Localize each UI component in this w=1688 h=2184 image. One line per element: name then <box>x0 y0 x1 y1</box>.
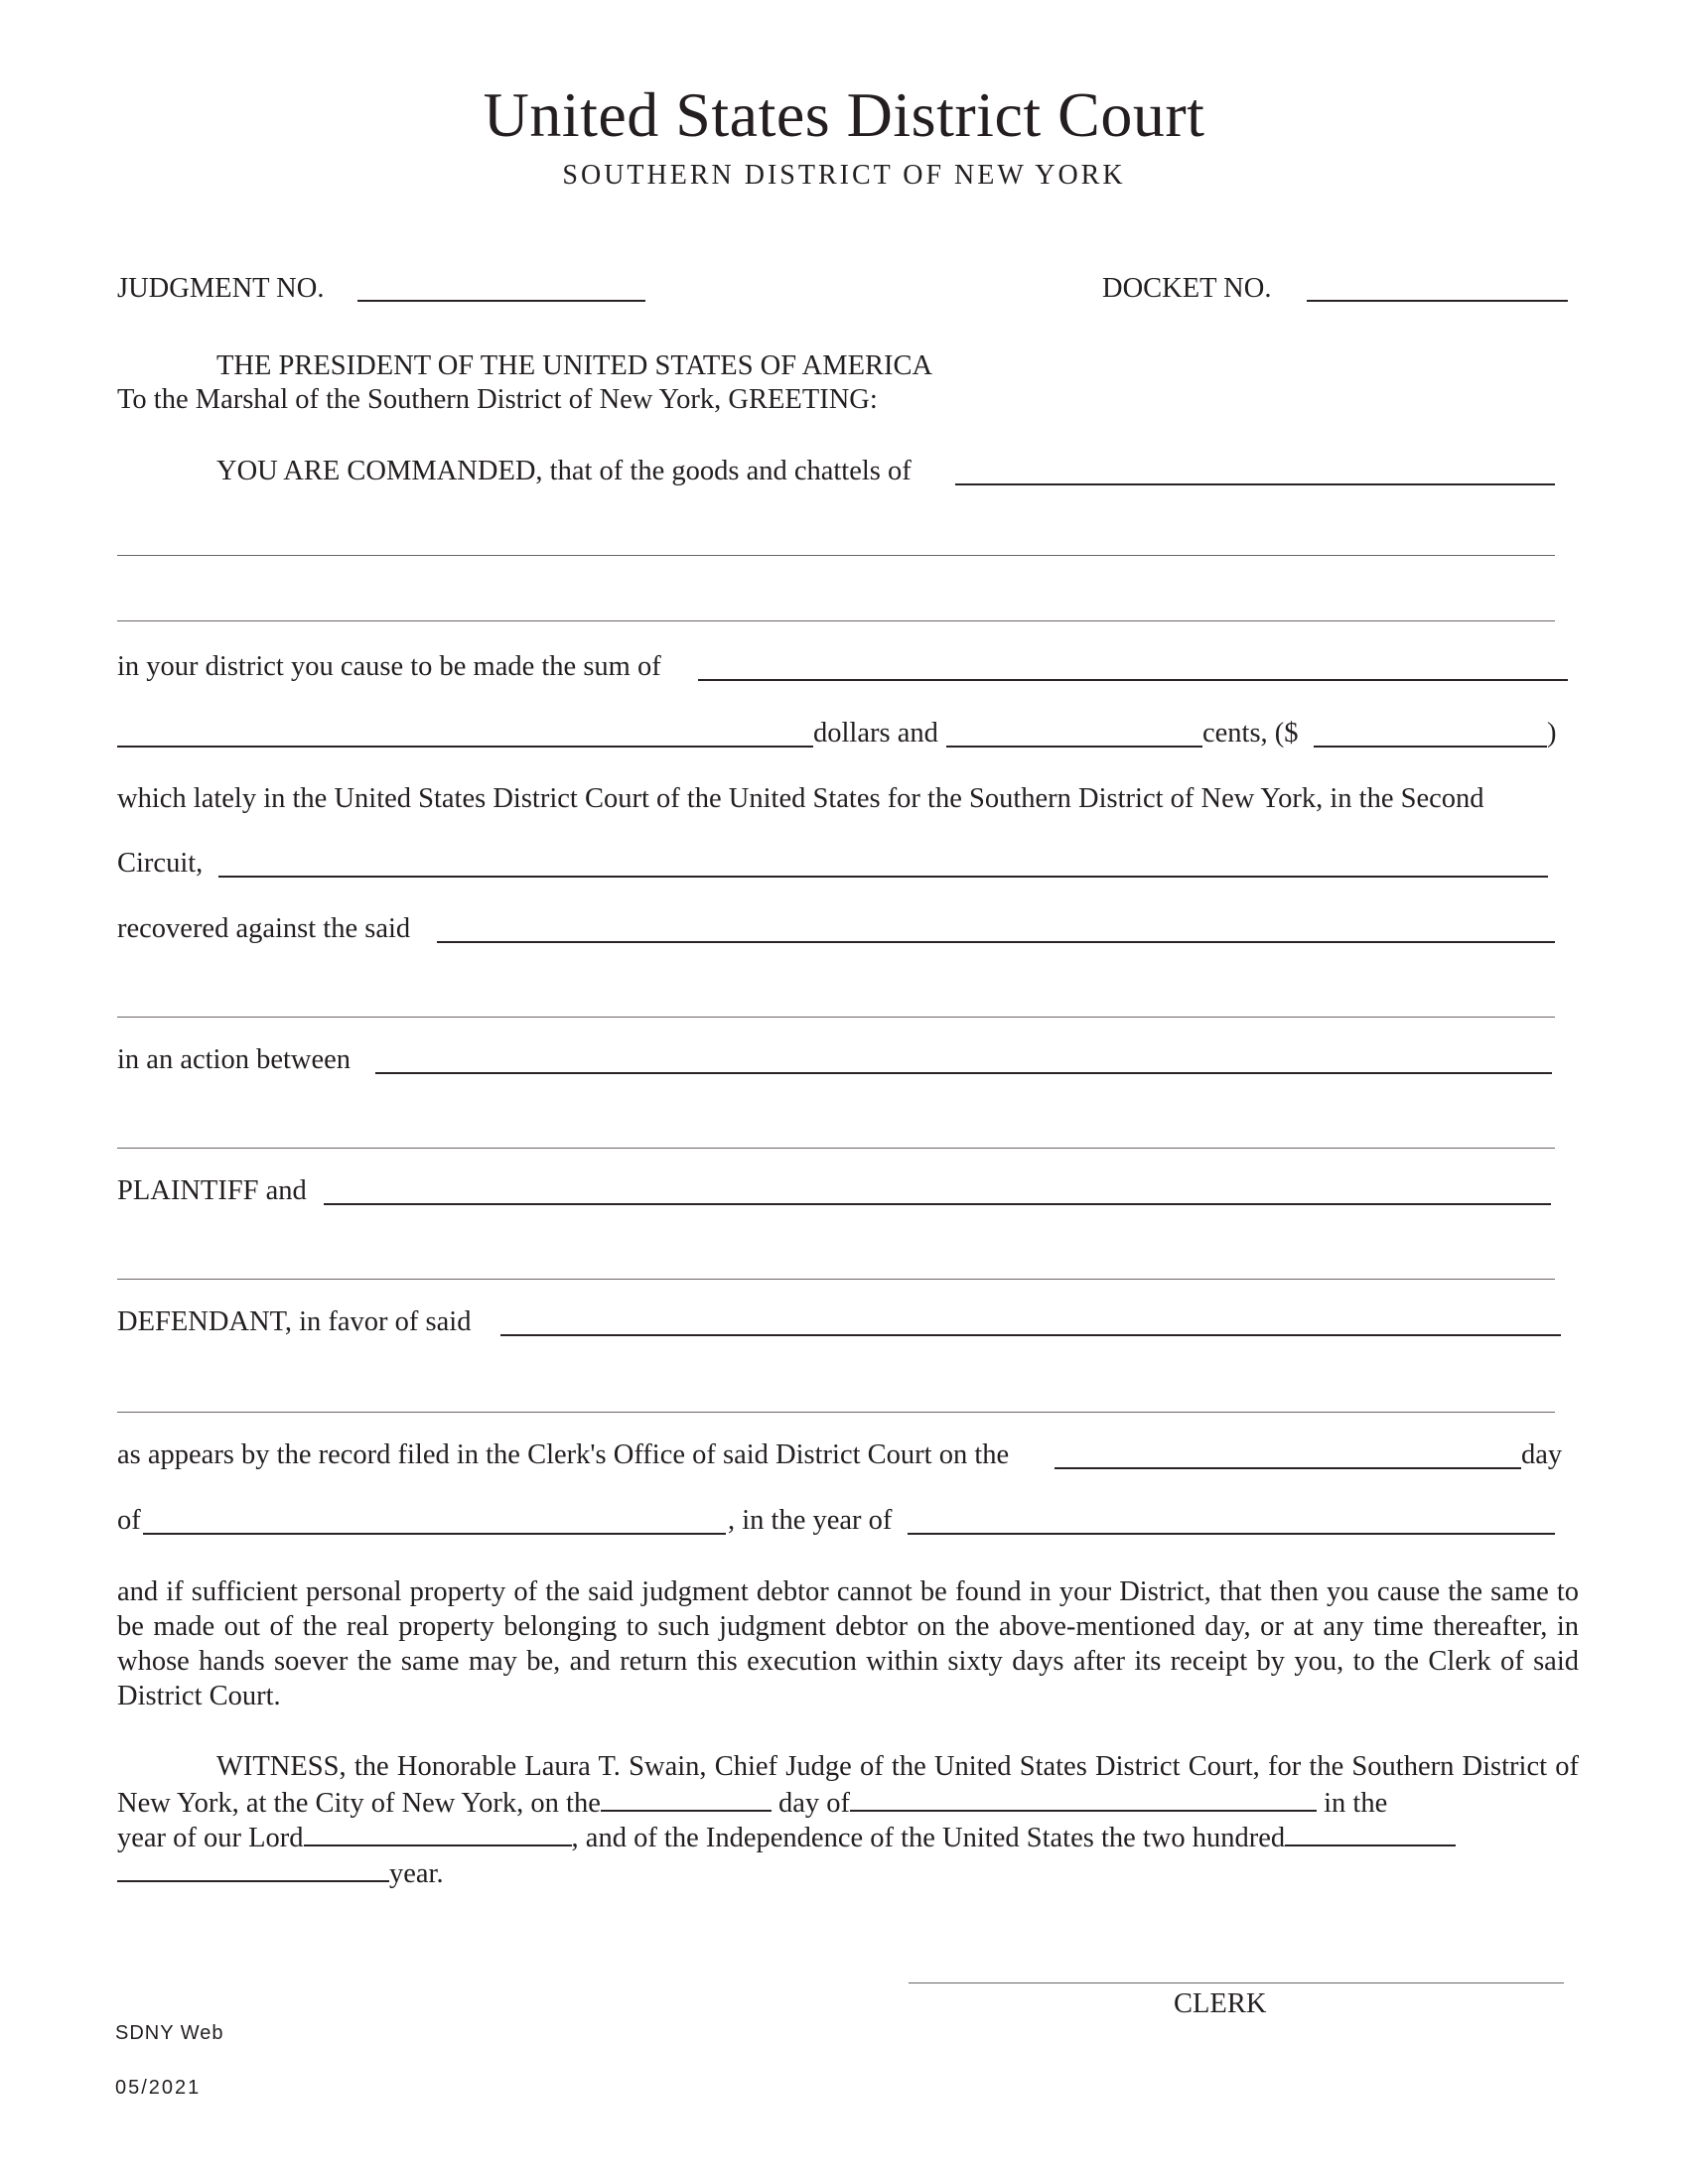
plaintiff-field[interactable] <box>324 1203 1551 1205</box>
year-label: year. <box>389 1858 444 1889</box>
sum-field[interactable] <box>698 679 1568 681</box>
action-between-field[interactable] <box>375 1072 1552 1074</box>
clerk-label: CLERK <box>1174 1988 1267 2019</box>
circuit-field[interactable] <box>218 876 1548 878</box>
defendant-line-2[interactable] <box>117 1412 1555 1413</box>
lately-text: which lately in the United States District Court of the United States for the Southern District of New York, in the Second <box>117 783 1484 814</box>
docket-no-field[interactable] <box>1307 300 1568 302</box>
docket-no-label: DOCKET NO. <box>1102 273 1272 304</box>
district-name: SOUTHERN DISTRICT OF NEW YORK <box>562 160 1126 191</box>
of-label: of <box>117 1505 141 1536</box>
record-month-field[interactable] <box>143 1533 726 1535</box>
goods-chattels-of-field[interactable] <box>955 483 1555 485</box>
defendant-favor-field[interactable] <box>500 1334 1561 1336</box>
plaintiff-line-2[interactable] <box>117 1279 1555 1280</box>
close-paren: ) <box>1547 718 1557 749</box>
witness-text: WITNESS, the Honorable Laura T. Swain, Chief Judge of the United States District Court, for the Southern District of New York, at the City of New York, on the <box>117 1751 1579 1819</box>
dollars-and-label: dollars and <box>813 718 938 749</box>
amount-numeric-field[interactable] <box>1314 746 1547 748</box>
year-of-our-lord-label: year of our Lord <box>117 1823 304 1853</box>
witness-day-field[interactable] <box>601 1784 772 1812</box>
marshal-greeting: To the Marshal of the Southern District of New York, GREETING: <box>117 384 878 415</box>
lord-year-field[interactable] <box>304 1819 572 1846</box>
record-day-field[interactable] <box>1055 1467 1521 1469</box>
recovered-against-line-2[interactable] <box>117 1017 1555 1018</box>
plaintiff-and-label: PLAINTIFF and <box>117 1175 307 1206</box>
court-title: United States District Court <box>483 79 1205 150</box>
cents-field[interactable] <box>946 746 1202 748</box>
footer-revision: 05/2021 <box>115 2077 202 2099</box>
witness-month-field[interactable] <box>850 1784 1317 1812</box>
witness-day-of-label: day of <box>778 1788 851 1819</box>
goods-chattels-line-2[interactable] <box>117 555 1555 556</box>
record-year-field[interactable] <box>908 1533 1555 1535</box>
clerk-signature-line[interactable] <box>909 1982 1564 1983</box>
sum-label: in your district you cause to be made the sum of <box>117 651 661 682</box>
judgment-no-field[interactable] <box>357 300 645 302</box>
commanded-text: YOU ARE COMMANDED, that of the goods and chattels of <box>216 456 912 486</box>
two-hundred-field[interactable] <box>1285 1819 1456 1846</box>
recovered-against-field[interactable] <box>437 941 1555 943</box>
defendant-label: DEFENDANT, in favor of said <box>117 1306 472 1337</box>
independence-label: , and of the Independence of the United States the two hundred <box>571 1823 1286 1853</box>
witness-paragraph <box>117 1749 1579 1821</box>
recovered-label: recovered against the said <box>117 913 411 944</box>
witness-in-the-label: in the <box>1324 1788 1388 1819</box>
in-the-year-of-label: , in the year of <box>728 1505 893 1536</box>
year-of-our-lord-line <box>117 1819 1456 1855</box>
real-property-paragraph: and if sufficient personal property of the said judgment debtor cannot be found in your District, that then you cause the same to be made out of the real property belonging to such judgment debtor on the above-mentioned day, or at any time thereafter, in whose hands soever the same may be, and return this execution within sixty days after its receipt by you, to the Clerk of said District Court. <box>117 1576 1579 1711</box>
action-between-line-2[interactable] <box>117 1148 1555 1149</box>
record-filed-text: as appears by the record filed in the Clerk's Office of said District Court on the <box>117 1439 1010 1470</box>
president-line: THE PRESIDENT OF THE UNITED STATES OF AMERICA <box>216 350 933 381</box>
independence-year-field[interactable] <box>117 1854 389 1882</box>
cents-label: cents, ($ <box>1202 718 1299 749</box>
circuit-label: Circuit, <box>117 848 204 879</box>
judgment-no-label: JUDGMENT NO. <box>117 273 325 304</box>
goods-chattels-line-3[interactable] <box>117 620 1555 621</box>
day-label: day <box>1521 1439 1563 1470</box>
footer-source: SDNY Web <box>115 2022 224 2044</box>
dollars-field[interactable] <box>117 746 813 748</box>
action-between-label: in an action between <box>117 1044 352 1075</box>
independence-year-line <box>117 1854 444 1891</box>
